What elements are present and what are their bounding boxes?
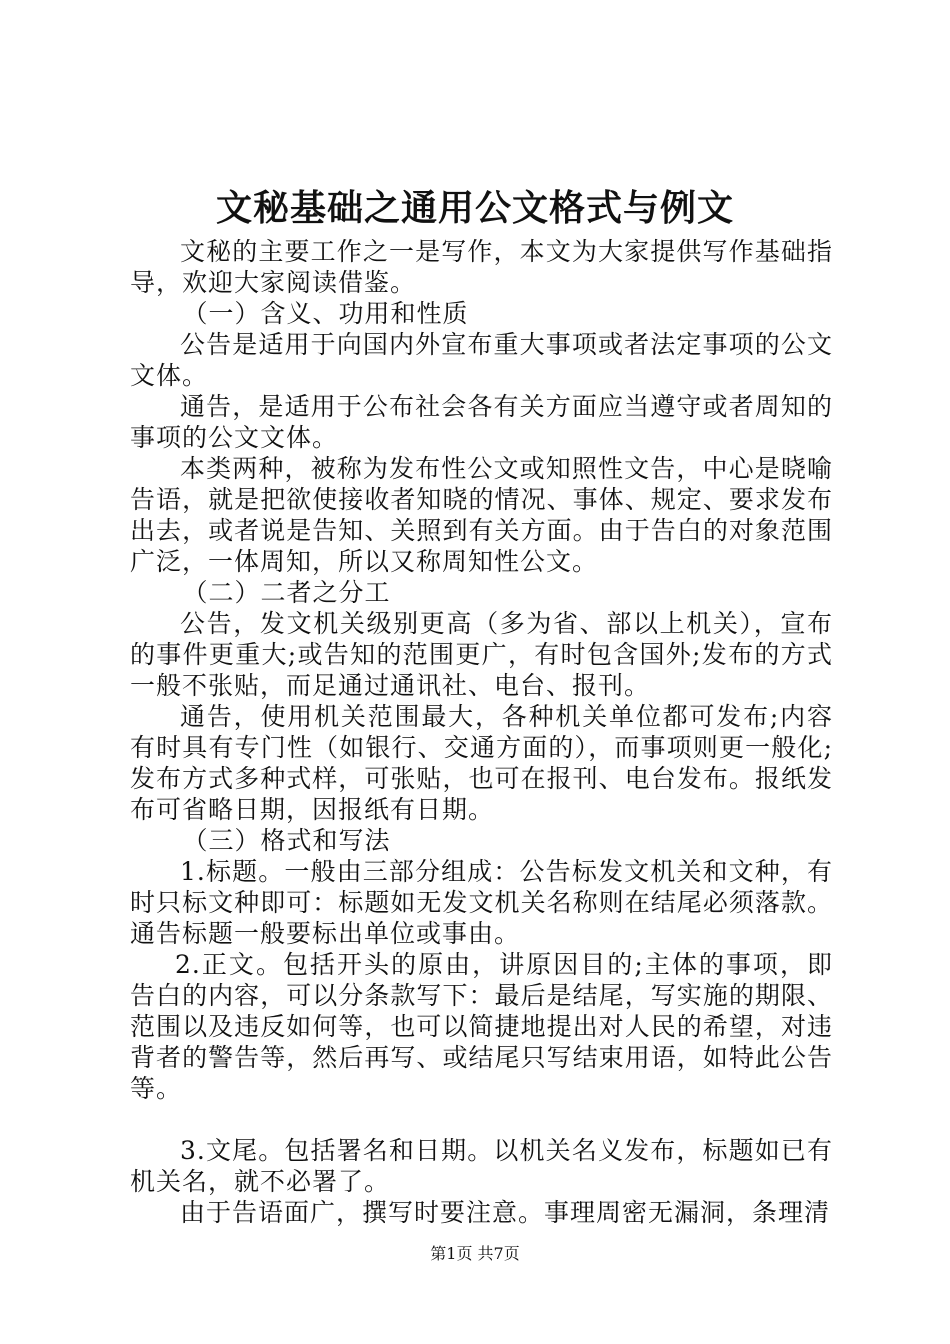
paragraph-tonggao-division: 通告，使用机关范围最大，各种机关单位都可发布;内容有时具有专门性（如银行、交通方面的），而事项则更一般化;发布方式多种式样，可张贴，也可在报刊、电台发布。报纸发布可省略日期，因报纸有日期。	[130, 702, 833, 824]
paragraph-two-types: 本类两种，被称为发布性公文或知照性文告，中心是晓喻告语，就是把欲使接收者知晓的情况、事体、规定、要求发布出去，或者说是告知、关照到有关方面。由于告白的对象范围广泛，一体周知，所以又称周知性公文。	[130, 454, 833, 576]
paragraph-tonggao-definition: 通告，是适用于公布社会各有关方面应当遵守或者周知的事项的公文文体。	[130, 392, 833, 452]
page-footer: 第1页 共7页	[430, 1244, 520, 1263]
paragraph-item-title: 1.标题。一般由三部分组成：公告标发文机关和文种，有时只标文种即可：标题如无发文机关名称则在结尾必须落款。通告标题一般要标出单位或事由。	[130, 857, 833, 948]
paragraph-gonggao-definition: 公告是适用于向国内外宣布重大事项或者法定事项的公文文体。	[130, 330, 833, 390]
paragraph-intro: 文秘的主要工作之一是写作，本文为大家提供写作基础指导，欢迎大家阅读借鉴。	[130, 237, 833, 297]
paragraph-item-ending: 3.文尾。包括署名和日期。以机关名义发布，标题如已有机关名，就不必署了。	[130, 1136, 833, 1196]
paragraph-writing-notes: 由于告语面广，撰写时要注意。事理周密无漏洞，条理清	[180, 1198, 831, 1227]
document-body	[130, 236, 833, 1228]
section-heading-1: （一）含义、功用和性质	[182, 299, 469, 328]
paragraph-item-body: 2.正文。包括开头的原由，讲原因目的;主体的事项，即告白的内容，可以分条款写下：最后是结尾，写实施的期限、范围以及违反如何等，也可以简捷地提出对人民的希望，对违背者的警告等，然后再写、或结尾只写结束用语，如特此公告等。	[130, 950, 833, 1103]
document-title: 文秘基础之通用公文格式与例文	[215, 187, 734, 229]
section-heading-2: （二）二者之分工	[182, 578, 391, 607]
section-heading-3: （三）格式和写法	[182, 826, 391, 855]
paragraph-gonggao-division: 公告，发文机关级别更高（多为省、部以上机关），宣布的事件更重大;或告知的范围更广，有时包含国外;发布的方式一般不张贴，而足通过通讯社、电台、报刊。	[130, 609, 833, 700]
